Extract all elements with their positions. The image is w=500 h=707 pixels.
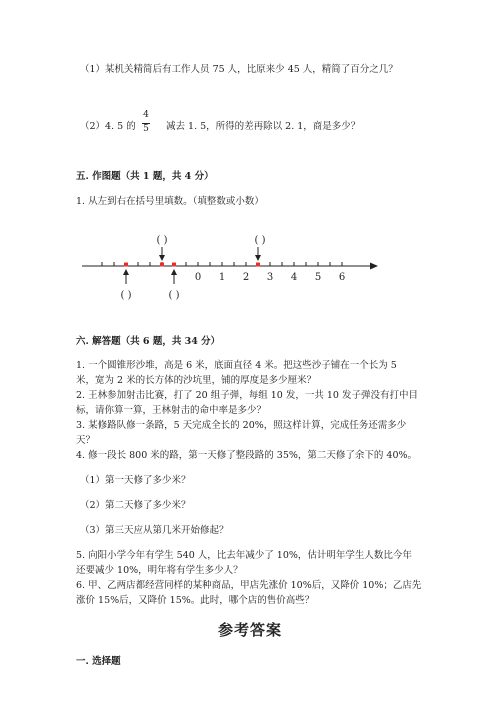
fraction-denominator: 5	[143, 124, 149, 134]
down-arrow-2-head-icon	[255, 255, 261, 261]
fraction-numerator: 4	[143, 110, 149, 120]
up-arrow-2-head-icon	[171, 269, 177, 275]
section-6-line-2: 米，宽为 2 米的长方体的沙坑里，铺的厚度是多少厘米？	[76, 375, 317, 386]
red-point-1	[124, 263, 128, 267]
answer-blank-bottom-2: ( )	[168, 290, 180, 301]
section-6-line-7: 4. 修一段长 800 米的路，第一天修了整段路的 35%，第二天修了余下的 40%。	[76, 450, 418, 461]
answer-blank-bottom-1: ( )	[120, 290, 132, 301]
red-point-3	[172, 263, 176, 267]
down-arrow-1-head-icon	[159, 255, 165, 261]
section-6-line-6: 天？	[76, 435, 96, 446]
tick-label-5: 5	[314, 272, 322, 283]
tick-label-6: 6	[338, 272, 346, 283]
section-6-line-11: 涨价 15%后，又降价 15%。此时，哪个店的售价高些？	[76, 595, 315, 606]
tick-label-2: 2	[242, 272, 250, 283]
sub-question-2: （2）第二天修了多少米？	[80, 500, 191, 511]
up-arrow-1-head-icon	[123, 269, 129, 275]
sub-question-1: （1）第一天修了多少米？	[80, 475, 191, 486]
section-5-q1: 1. 从左到右在括号里填数。（填整数或小数）	[76, 196, 264, 207]
section-6-line-9: 还要减少 10%，明年将有学生多少人？	[76, 565, 243, 576]
section-6-line-3: 2. 王林参加射击比赛，打了 20 组子弹，每组 10 发，一共 10 发子弹没有打中目	[76, 390, 418, 401]
section-6-line-1: 1. 一个圆锥形沙堆，高是 6 米，底面直径 4 米。把这些沙子铺在一个长为 5	[76, 360, 397, 371]
section-6-line-10: 6. 甲、乙两店都经营同样的某种商品，甲店先涨价 10%后，又降价 10%；乙店先	[76, 580, 422, 591]
section-6-line-5: 3. 某修路队修一条路，5 天完成全长的 20%，照这样计算，完成任务还需多少	[76, 420, 407, 431]
section-6-line-4: 标，请你算一算，王林射击的命中率是多少？	[76, 405, 267, 416]
tick-label-4: 4	[290, 272, 298, 283]
sub-question-3: （3）第三天应从第几米开始修起？	[80, 525, 229, 536]
arrow-head-icon	[370, 263, 378, 270]
tick-label-0: 0	[194, 272, 202, 283]
problem-4-2-prefix: （2）4. 5 的	[80, 121, 136, 132]
answer-title: 参考答案	[217, 621, 282, 639]
problem-4-2-suffix: 减去 1. 5，所得的差再除以 2. 1，商是多少？	[166, 121, 361, 132]
section-6-title: 六. 解答题（共 6 题，共 34 分）	[76, 336, 221, 347]
tick-marks	[102, 262, 342, 266]
red-point-4	[256, 263, 260, 267]
answer-blank-top-2: ( )	[254, 235, 266, 246]
tick-label-1: 1	[218, 272, 226, 283]
answer-blank-top-1: ( )	[156, 235, 168, 246]
section-5-title: 五. 作图题（共 1 题，共 4 分）	[76, 171, 214, 182]
answer-section-1: 一. 选择题	[76, 656, 121, 667]
section-6-line-8: 5. 向阳小学今年有学生 540 人，比去年减少了 10%，估计明年学生人数比今年	[76, 550, 412, 561]
tick-label-3: 3	[266, 272, 274, 283]
problem-4-1: （1）某机关精简后有工作人员 75 人，比原来少 45 人，精简了百分之几？	[80, 64, 398, 75]
red-point-2	[160, 263, 164, 267]
